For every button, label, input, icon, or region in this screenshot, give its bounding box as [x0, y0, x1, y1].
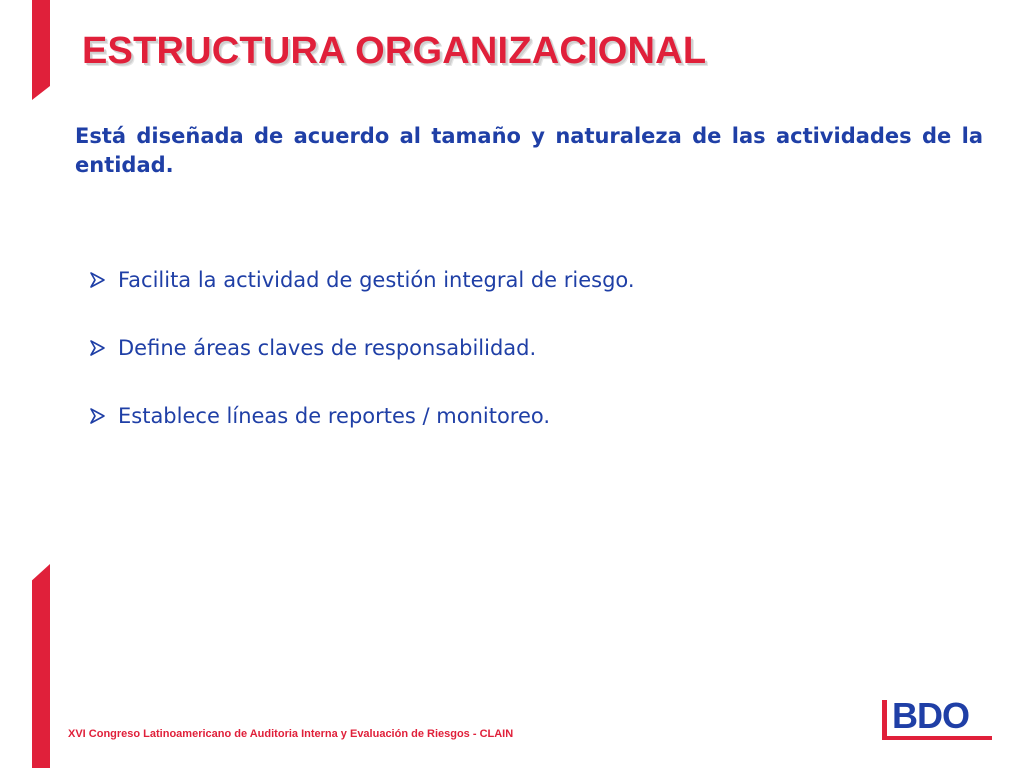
logo-text: BDO	[892, 695, 969, 736]
slide-title: ESTRUCTURA ORGANIZACIONAL	[82, 30, 707, 72]
bdo-logo	[880, 695, 994, 742]
arrow-right-icon	[88, 271, 106, 289]
bullet-item-1	[88, 262, 635, 298]
intro-paragraph: Está diseñada de acuerdo al tamaño y naturaleza de las actividades de la entidad.	[75, 124, 983, 177]
bullet-text: Establece líneas de reportes / monitoreo.	[118, 404, 551, 428]
bullet-list	[88, 262, 635, 466]
bullet-item-3	[88, 398, 635, 434]
logo-bar	[882, 700, 887, 738]
bullet-item-2	[88, 330, 635, 366]
bullet-text: Facilita la actividad de gestión integral de riesgo.	[118, 268, 635, 292]
logo-underline	[882, 736, 992, 740]
arrow-right-icon	[88, 339, 106, 357]
arrow-right-icon	[88, 407, 106, 425]
footer-text: XVI Congreso Latinoamericano de Auditoria Interna y Evaluación de Riesgos - CLAIN	[68, 728, 514, 740]
bottom-accent-bar	[32, 564, 50, 768]
bullet-text: Define áreas claves de responsabilidad.	[118, 336, 537, 360]
top-accent-bar	[32, 0, 50, 100]
